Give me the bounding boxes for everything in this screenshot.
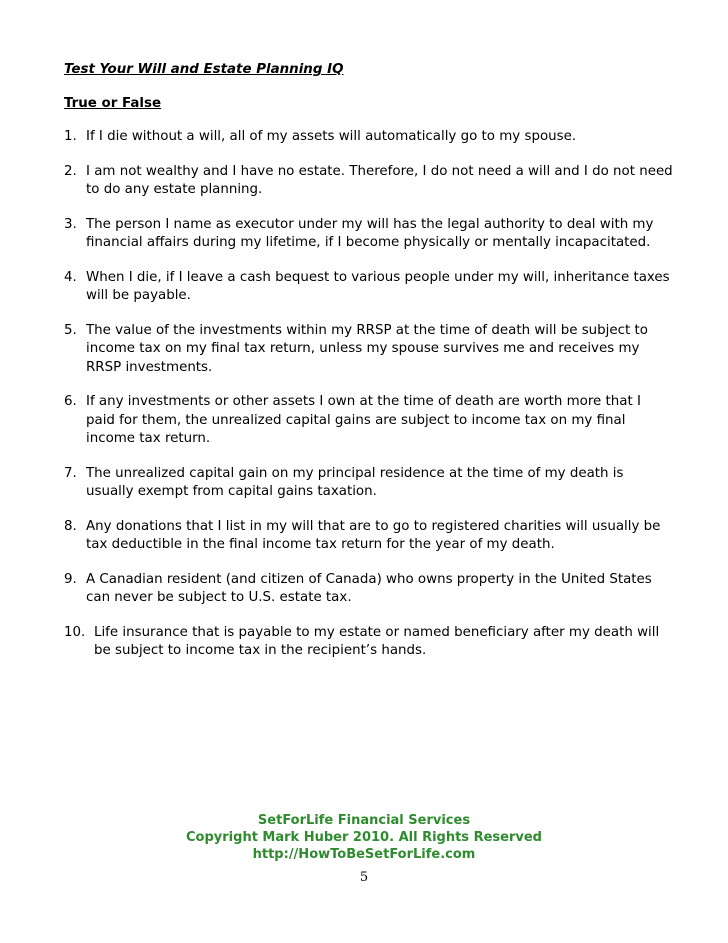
question-text: If I die without a will, all of my assets will automatically go to my spouse. bbox=[86, 129, 577, 144]
question-text: The unrealized capital gain on my principal residence at the time of my death is usually exempt from capital gains taxation. bbox=[86, 465, 624, 499]
question-number: 7. bbox=[64, 465, 77, 481]
question-number: 5. bbox=[64, 322, 77, 338]
question-number: 1. bbox=[64, 129, 77, 144]
question-text: Life insurance that is payable to my estate or named beneficiary after my death will be subject to income tax in the recipient’s hands. bbox=[94, 624, 660, 658]
question-item bbox=[64, 322, 674, 378]
question-item bbox=[64, 571, 674, 608]
question-number: 10. bbox=[64, 624, 86, 640]
question-item bbox=[64, 393, 674, 449]
page-number: 5 bbox=[359, 870, 369, 885]
question-text: The person I name as executor under my will has the legal authority to deal with my financial affairs during my lifetime, if I become physically or mentally incapacitated. bbox=[86, 216, 654, 250]
page-footer bbox=[0, 812, 728, 863]
question-item bbox=[64, 518, 674, 555]
question-text: I am not wealthy and I have no estate. Therefore, I do not need a will and I do not need to do any estate planning. bbox=[86, 163, 673, 197]
question-number: 4. bbox=[64, 269, 77, 285]
question-number: 6. bbox=[64, 394, 77, 409]
question-text: Any donations that I list in my will that are to go to registered charities will usually be tax deductible in the final income tax return for the year of my death. bbox=[86, 518, 661, 552]
question-number: 3. bbox=[64, 216, 77, 232]
question-item bbox=[64, 269, 674, 306]
footer-copyright: Copyright Mark Huber 2010. All Rights Reserved bbox=[186, 830, 542, 845]
question-text: A Canadian resident (and citizen of Canada) who owns property in the United States can never be subject to U.S. estate tax. bbox=[86, 571, 652, 605]
question-item bbox=[64, 465, 674, 502]
footer-url: http://HowToBeSetForLife.com bbox=[252, 847, 476, 862]
question-item bbox=[64, 163, 674, 200]
question-item bbox=[64, 216, 674, 253]
document-subtitle: True or False bbox=[64, 96, 162, 111]
question-item bbox=[64, 128, 674, 147]
document-title: Test Your Will and Estate Planning IQ bbox=[64, 62, 344, 77]
footer-company: SetForLife Financial Services bbox=[257, 813, 471, 828]
question-number: 2. bbox=[64, 163, 77, 179]
question-text: If any investments or other assets I own at the time of death are worth more that I paid for them, the unrealized capital gains are subject to income tax on my final income tax return. bbox=[86, 394, 641, 446]
question-number: 9. bbox=[64, 571, 77, 587]
question-item bbox=[64, 624, 674, 661]
question-text: The value of the investments within my RRSP at the time of death will be subject to income tax on my final tax return, unless my spouse survives me and receives my RRSP investments. bbox=[86, 322, 648, 375]
question-list bbox=[64, 128, 674, 677]
question-number: 8. bbox=[64, 518, 77, 534]
question-text: When I die, if I leave a cash bequest to various people under my will, inheritance taxes will be payable. bbox=[86, 269, 670, 303]
